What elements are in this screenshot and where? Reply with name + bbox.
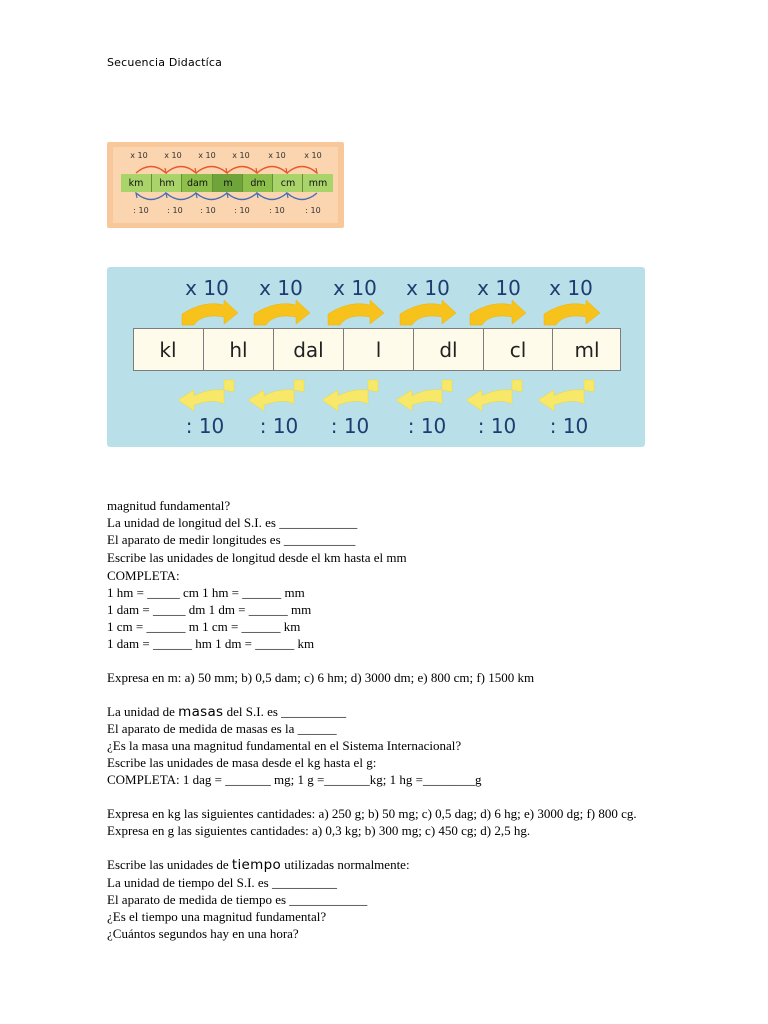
length-divisor-label: : 10 (200, 206, 216, 215)
volume-divisor-label: : 10 (477, 414, 517, 438)
worksheet-line (107, 704, 346, 720)
length-multiplier-label: x 10 (130, 151, 148, 160)
length-divisor-label: : 10 (133, 206, 149, 215)
length-unit-cell: m (212, 174, 243, 192)
length-divisor-label: : 10 (167, 206, 183, 215)
document-heading: Secuencia Didactíca (107, 56, 223, 69)
length-unit-cell: cm (272, 174, 303, 192)
length-multiplier-label: x 10 (164, 151, 182, 160)
worksheet-line: La unidad de longitud del S.I. es ____________ (107, 515, 358, 530)
volume-unit-cell: dal (273, 328, 343, 371)
line-text: La unidad de (107, 704, 179, 719)
length-unit-cell: mm (302, 174, 333, 192)
worksheet-line: 1 cm = ______ m 1 cm = ______ km (107, 619, 301, 634)
line-text: utilizadas normalmente: (281, 857, 410, 872)
volume-multiplier-label: x 10 (406, 276, 450, 300)
volume-unit-cell: cl (483, 328, 552, 371)
worksheet-line: COMPLETA: 1 dag = _______ mg; 1 g =_______kg; 1 hg =________g (107, 772, 482, 787)
length-multiplier-label: x 10 (268, 151, 286, 160)
volume-unit-cell: ml (552, 328, 621, 371)
length-divisor-label: : 10 (234, 206, 250, 215)
length-divisor-label: : 10 (305, 206, 321, 215)
volume-multiplier-label: x 10 (477, 276, 521, 300)
worksheet-line: La unidad de tiempo del S.I. es __________ (107, 875, 337, 890)
line-text: del S.I. es __________ (223, 704, 347, 719)
volume-multiplier-label: x 10 (333, 276, 377, 300)
volume-divisor-label: : 10 (185, 414, 225, 438)
length-multiplier-label: x 10 (232, 151, 250, 160)
keyword-masas: masas (178, 704, 224, 720)
worksheet-line: 1 dam = ______ hm 1 dm = ______ km (107, 636, 315, 651)
line-text: Escribe las unidades de (107, 857, 232, 872)
volume-multiplier-label: x 10 (259, 276, 303, 300)
worksheet-line: El aparato de medir longitudes es ___________ (107, 532, 356, 547)
volume-divisor-label: : 10 (549, 414, 589, 438)
worksheet-line: magnitud fundamental? (107, 498, 231, 513)
volume-unit-cell: kl (159, 337, 177, 362)
volume-unit-cell: hl (203, 328, 273, 371)
worksheet-line (107, 857, 410, 873)
worksheet-line: El aparato de medida de masas es la ______ (107, 721, 337, 736)
length-unit-cell: hm (151, 174, 182, 192)
worksheet-line: Expresa en g las siguientes cantidades: a) 0,3 kg; b) 300 mg; c) 450 cg; d) 2,5 hg. (107, 823, 531, 838)
worksheet-line: 1 hm = _____ cm 1 hm = ______ mm (107, 585, 305, 600)
volume-multiplier-label: x 10 (185, 276, 229, 300)
worksheet-line: Escribe las unidades de longitud desde el km hasta el mm (107, 550, 407, 565)
length-multiplier-label: x 10 (198, 151, 216, 160)
worksheet-line: COMPLETA: (107, 568, 180, 583)
keyword-tiempo: tiempo (231, 857, 282, 873)
length-divisor-label: : 10 (269, 206, 285, 215)
volume-multiplier-label: x 10 (549, 276, 593, 300)
worksheet-line: Expresa en kg las siguientes cantidades: a) 250 g; b) 50 mg; c) 0,5 dag; d) 6 hg; e) 3000 dg; f) 800 cg. (107, 806, 637, 821)
worksheet-line: ¿Cuántos segundos hay en una hora? (107, 926, 299, 941)
worksheet-line: ¿Es la masa una magnitud fundamental en el Sistema Internacional? (107, 738, 462, 753)
volume-divisor-label: : 10 (330, 414, 370, 438)
worksheet-line: 1 dam = _____ dm 1 dm = ______ mm (107, 602, 312, 617)
worksheet-line: El aparato de medida de tiempo es ____________ (107, 892, 368, 907)
volume-divisor-label: : 10 (259, 414, 299, 438)
length-multiplier-label: x 10 (304, 151, 322, 160)
volume-divisor-label: : 10 (407, 414, 447, 438)
length-unit-cell: dam (181, 174, 213, 192)
worksheet-line: ¿Es el tiempo una magnitud fundamental? (107, 909, 327, 924)
length-unit-cell: km (121, 174, 151, 192)
volume-unit-cell: dl (413, 328, 483, 371)
worksheet-line: Expresa en m: a) 50 mm; b) 0,5 dam; c) 6 hm; d) 3000 dm; e) 800 cm; f) 1500 km (107, 670, 535, 685)
worksheet-line: Escribe las unidades de masa desde el kg hasta el g: (107, 755, 377, 770)
length-unit-cell: dm (242, 174, 273, 192)
volume-unit-cell: l (343, 328, 413, 371)
